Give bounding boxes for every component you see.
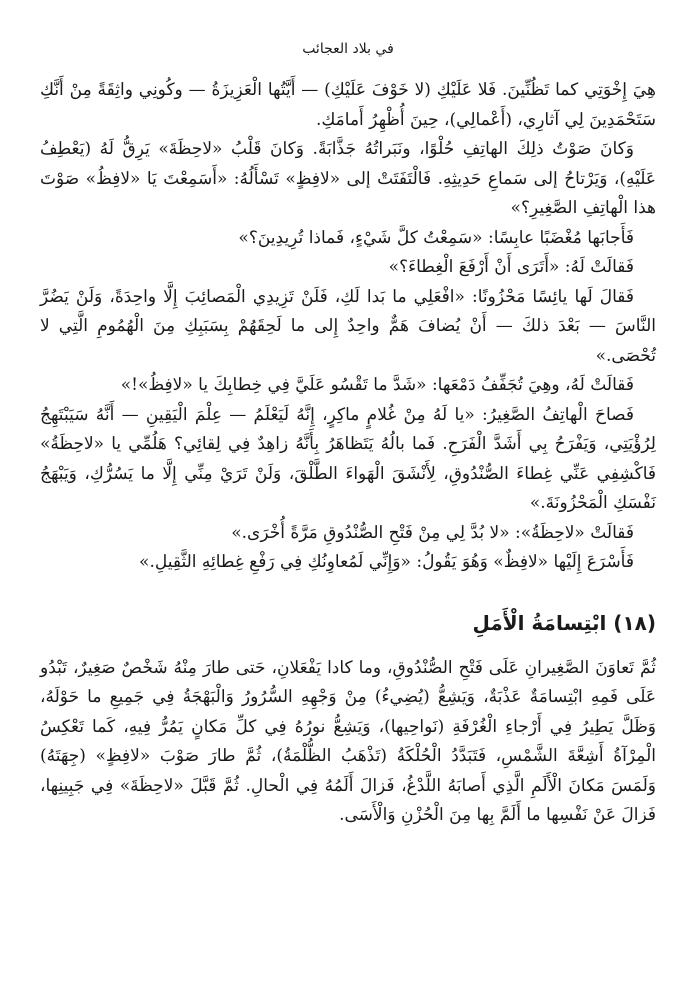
paragraph: هِيَ إِخْوَتِي كما تَظُنِّينَ. فَلا عَلَيْكِ (لا خَوْفَ عَلَيْكِ) — أَيَّتُها الْعَزِيزَةُ — وكُونِي واثِقَةً مِنْ أَنَّكِ سَتَحْمَدِينَ لِي آثارِي، (أَعْمالِي)، حِينَ أُظْهِرُ أَمامَكِ. [40, 80, 656, 130]
paragraph: فَقالَتْ «لاحِظَةُ»: «لا بُدَّ لِي مِنْ فَتْحِ الصُّنْدُوقِ مَرَّةً أُخْرَى.» [231, 522, 634, 543]
paragraph: فَقالَ لَها يائِسًا مَحْزُونًا: «افْعَلِي ما بَدا لَكِ، فَلَنْ تَزِيدِي الْمَصائِبَ إِلَّا واحِدَةً، وَلَنْ يَضُرَّ النَّاسَ — بَعْدَ ذلكَ — أَنْ يُضافَ هَمٌّ واحِدٌ إِلى ما لَحِقَهُمْ بِسَبَبِكِ مِنَ الْهُمُومِ الَّتِي لا تُحْصَى.» [40, 286, 656, 366]
paragraph: وَكانَ صَوْتُ ذلِكَ الهاتِفِ حُلْوًا، ونَبَراتُهُ جَذَّابَةً. وَكانَ قَلْبُ «لاحِظَةَ» يَرِقُّ لَهُ (يَعْطِفُ عَلَيْهِ)، وَيَرْتاحُ إلى سَماعِ حَدِيثِهِ. فَالْتَفَتَتْ إلى «لافِظٍ» تَسْأَلُهُ: «أَسَمِعْتَ يَا «لافِظُ» صَوْتَ هذا الْهاتِفِ الصَّغِيرِ؟» [40, 139, 656, 218]
paragraph: فَصاحَ الْهاتِفُ الصَّغِيرُ: «يا لَهُ مِنْ غُلامٍ ماكِرٍ، إِنَّهُ لَيَعْلَمُ — عِلْمَ الْيَقِينِ — أَنَّهُ سَيَبْتَهِجُ لِرُؤْيَتِي، وَيَفْرَحُ بِي أَشَدَّ الْفَرَحِ. فَما بالُهُ يَتَظاهَرُ بِأَنَّهُ زاهِدٌ فِي لِقائِي؟ هَلُمِّي يا «لاحِظَةُ» فَاكْشِفِي عَنِّي غِطاءَ الصُّنْدُوقِ، لِأَنْشَقَ الْهَواءَ الطَّلْقَ، وَلَنْ تَرَيْ مِنِّي إِلَّا ما يَسُرُّكِ، وَيَبْهَجُ نَفْسَكِ الْمَحْزُونَةَ.» [40, 404, 656, 513]
running-header: في بلاد العجائب [302, 41, 394, 57]
paragraph: فَأَجابَها مُغْضَبًا عابِسًا: «سَمِعْتُ كلَّ شَيْءٍ، فَماذا تُرِيدِينَ؟» [238, 227, 634, 248]
paragraph: ثُمَّ تَعاوَنَ الصَّغِيرانِ عَلَى فَتْحِ الصُّنْدُوقِ، وما كادا يَفْعَلانِ، حَتى طارَ مِنْهُ شَخْصٌ صَغِيرٌ، تَبْدُو عَلَى فَمِهِ ابْتِسامَةٌ عَذْبَةٌ، وَيَشِعُّ (يُضِيءُ) مِنْ وَجْهِهِ السُّرُورُ وَالْبَهْجَةُ فِي جَمِيعِ ما حَوْلَهُ، وَظَلَّ يَطِيرُ فِي أَرْجاءِ الْغُرْفَةِ (نَواحِيها)، وَيَشِعُّ نورُهُ فِي كلِّ مَكانٍ يَمُرُّ فِيهِ، كَما تَعْكِسُ الْمِرْآةُ أَشِعَّةَ الشَّمْسِ، فَتَبَدَّدُ الْحُلْكَةُ (تَذْهَبُ الظُّلْمَةُ)، ثُمَّ طارَ صَوْبَ «لافِظٍ» (جِهَتَهُ) وَلَمَسَ مَكانَ الْأَلَمِ الَّذِي أَصابَهُ اللَّدْغُ، فَزالَ أَلَمُهُ فِي الْحالِ. ثُمَّ قَبَّلَ «لاحِظَةَ» فِي جَبِينِها، فَزالَ عَنْ نَفْسِها ما أَلَمَّ بِها مِنَ الْحُزْنِ وَالْأَسَى. [40, 657, 656, 825]
paragraph: فَقالَتْ لَهُ: «أَتَرَى أَنْ أَرْفَعَ الْغِطاءَ؟» [388, 257, 634, 277]
body-text-bottom [40, 654, 656, 831]
body-text-top [40, 76, 656, 578]
paragraph: فَأَسْرَعَ إِلَيْها «لافِظٌ» وَهُوَ يَقُولُ: «وَإِنِّي لَمُعاوِنُكِ فِي رَفْعِ غِطائِهِ الثَّقِيلِ.» [139, 552, 634, 572]
section-heading: (١٨) ابْتِسامَةُ الْأَمَلِ [472, 610, 656, 635]
paragraph: فَقالَتْ لَهُ، وهِيَ تُجَفِّفُ دَمْعَها: «شَدَّ ما تَقْسُو عَلَيَّ فِي خِطابِكَ يا «لافِظُ»!» [120, 375, 634, 395]
